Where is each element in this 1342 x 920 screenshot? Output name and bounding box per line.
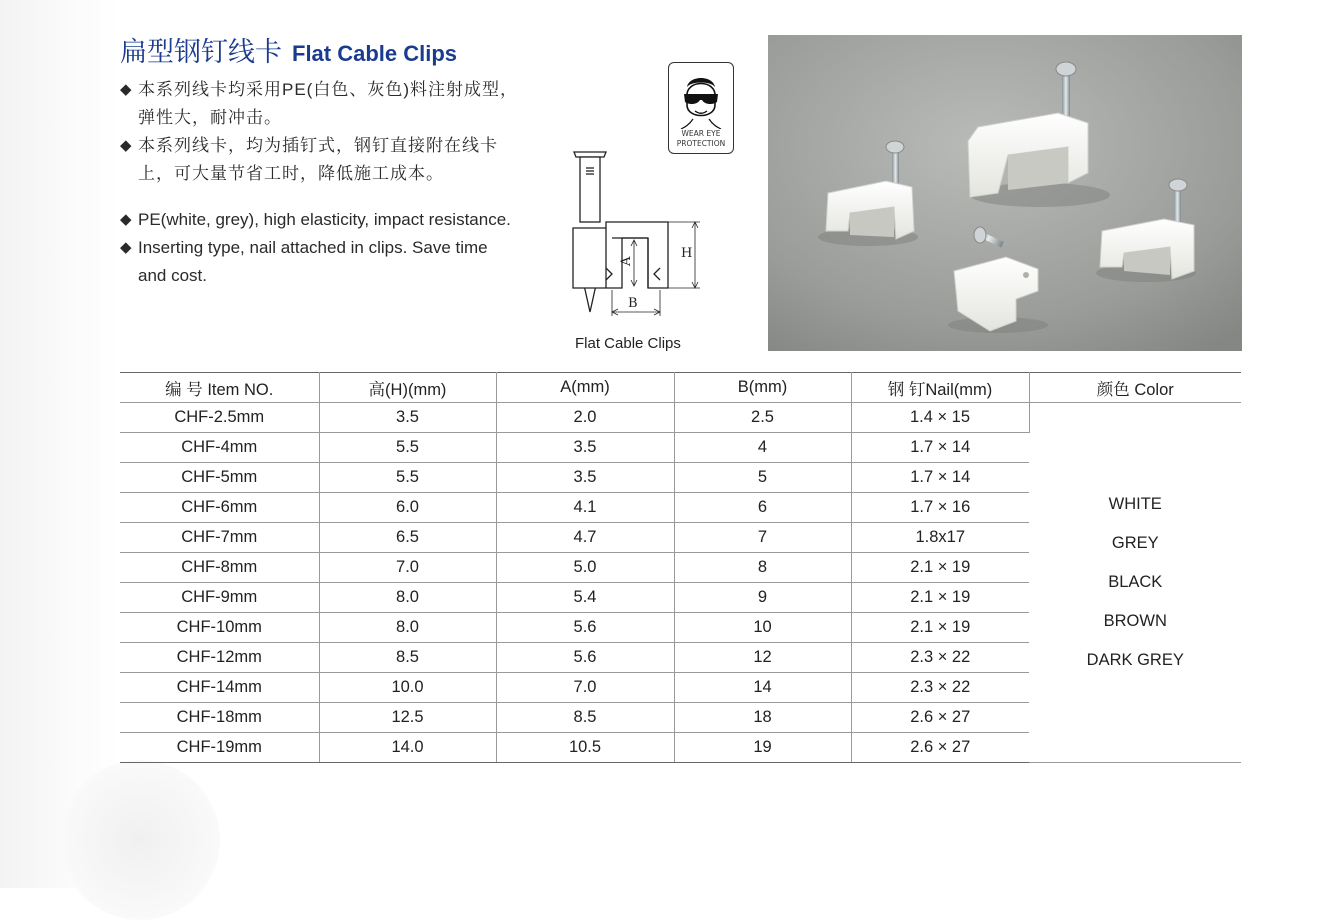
table-header-row [120, 373, 1241, 403]
cell-b: 7 [674, 523, 851, 553]
feature-item-en-1: ◆ PE(white, grey), high elasticity, impact resistance. [120, 206, 520, 234]
feature-item-cn-2: ◆ 本系列线卡，均为插钉式，钢钉直接附在线卡上，可大量节省工时，降低施工成本。 [120, 132, 520, 188]
cell-a: 10.5 [496, 733, 674, 763]
col-header-nail: 钢 钉Nail(mm) [851, 373, 1029, 403]
cell-nail: 2.1 × 19 [851, 583, 1029, 613]
diamond-bullet-icon: ◆ [120, 211, 132, 228]
clip-dimension-diagram [560, 140, 720, 320]
cell-b: 2.5 [674, 403, 851, 433]
cell-height: 5.5 [319, 463, 496, 493]
cell-b: 9 [674, 583, 851, 613]
diamond-bullet-icon: ◆ [120, 239, 132, 256]
cell-item-no: CHF-19mm [120, 733, 319, 763]
cell-item-no: CHF-12mm [120, 643, 319, 673]
color-option: DARK GREY [1086, 651, 1184, 669]
col-header-a: A(mm) [496, 373, 674, 403]
cell-a: 3.5 [496, 433, 674, 463]
diamond-bullet-icon: ◆ [120, 137, 132, 154]
cell-nail: 1.8x17 [851, 523, 1029, 553]
white-cable-clips-photo [768, 35, 1242, 351]
wear-eye-protection-sign [668, 62, 734, 154]
cell-b: 18 [674, 703, 851, 733]
feature-item-cn-1: ◆ 本系列线卡均采用PE(白色、灰色)料注射成型，弹性大，耐冲击。 [120, 76, 520, 132]
cell-height: 7.0 [319, 553, 496, 583]
cell-height: 14.0 [319, 733, 496, 763]
cell-height: 10.0 [319, 673, 496, 703]
cell-item-no: CHF-8mm [120, 553, 319, 583]
table-row [120, 403, 1241, 433]
cell-height: 8.5 [319, 643, 496, 673]
cell-a: 4.7 [496, 523, 674, 553]
cell-nail: 2.3 × 22 [851, 643, 1029, 673]
diamond-bullet-icon: ◆ [120, 81, 132, 98]
cell-item-no: CHF-14mm [120, 673, 319, 703]
cell-height: 3.5 [319, 403, 496, 433]
cell-height: 8.0 [319, 583, 496, 613]
col-header-color: 颜色 Color [1029, 373, 1241, 403]
cell-nail: 1.7 × 14 [851, 433, 1029, 463]
goggles-face-icon [675, 67, 727, 129]
color-option: BLACK [1108, 573, 1163, 591]
cell-a: 5.6 [496, 613, 674, 643]
cell-a: 5.4 [496, 583, 674, 613]
color-options-cell [1029, 403, 1241, 763]
diagram-caption: Flat Cable Clips [575, 335, 681, 352]
color-option: WHITE [1108, 495, 1162, 513]
cell-b: 8 [674, 553, 851, 583]
col-header-item-no: 编 号 Item NO. [120, 373, 319, 403]
page-title [120, 30, 457, 69]
cell-b: 19 [674, 733, 851, 763]
safety-text-line1: WEAR EYE [681, 129, 721, 138]
col-header-height: 高(H)(mm) [319, 373, 496, 403]
cell-b: 6 [674, 493, 851, 523]
title-cn: 扁型钢钉线卡 [120, 37, 282, 67]
cell-height: 12.5 [319, 703, 496, 733]
cell-nail: 1.7 × 14 [851, 463, 1029, 493]
cell-nail: 1.4 × 15 [851, 403, 1029, 433]
cell-nail: 2.1 × 19 [851, 553, 1029, 583]
cell-nail: 2.6 × 27 [851, 733, 1029, 763]
cell-a: 2.0 [496, 403, 674, 433]
feature-list [120, 76, 520, 290]
cell-height: 6.5 [319, 523, 496, 553]
cell-a: 4.1 [496, 493, 674, 523]
corner-shading [60, 760, 220, 920]
cell-b: 14 [674, 673, 851, 703]
dimension-h-label: H [681, 246, 693, 261]
dimension-b-label: B [628, 296, 638, 311]
cell-nail: 2.1 × 19 [851, 613, 1029, 643]
cell-a: 7.0 [496, 673, 674, 703]
cell-b: 12 [674, 643, 851, 673]
cell-a: 3.5 [496, 463, 674, 493]
cell-b: 4 [674, 433, 851, 463]
cell-item-no: CHF-7mm [120, 523, 319, 553]
cell-nail: 1.7 × 16 [851, 493, 1029, 523]
cell-height: 6.0 [319, 493, 496, 523]
spec-table [120, 372, 1241, 763]
safety-text-line2: PROTECTION [676, 139, 726, 148]
cell-item-no: CHF-9mm [120, 583, 319, 613]
cell-height: 5.5 [319, 433, 496, 463]
cell-height: 8.0 [319, 613, 496, 643]
color-option: BROWN [1103, 612, 1167, 630]
cell-item-no: CHF-5mm [120, 463, 319, 493]
cell-item-no: CHF-18mm [120, 703, 319, 733]
cell-item-no: CHF-4mm [120, 433, 319, 463]
cell-a: 5.6 [496, 643, 674, 673]
col-header-b: B(mm) [674, 373, 851, 403]
title-en: Flat Cable Clips [292, 41, 458, 66]
feature-item-en-2: ◆ Inserting type, nail attached in clips. Save time and cost. [120, 234, 520, 290]
cell-a: 5.0 [496, 553, 674, 583]
color-option: GREY [1111, 534, 1159, 552]
cell-nail: 2.3 × 22 [851, 673, 1029, 703]
cell-b: 10 [674, 613, 851, 643]
cell-a: 8.5 [496, 703, 674, 733]
cell-item-no: CHF-2.5mm [120, 403, 319, 433]
dimension-a-label: A [619, 256, 634, 266]
cell-b: 5 [674, 463, 851, 493]
cell-item-no: CHF-10mm [120, 613, 319, 643]
cell-nail: 2.6 × 27 [851, 703, 1029, 733]
cell-item-no: CHF-6mm [120, 493, 319, 523]
left-edge-shading [0, 0, 120, 888]
